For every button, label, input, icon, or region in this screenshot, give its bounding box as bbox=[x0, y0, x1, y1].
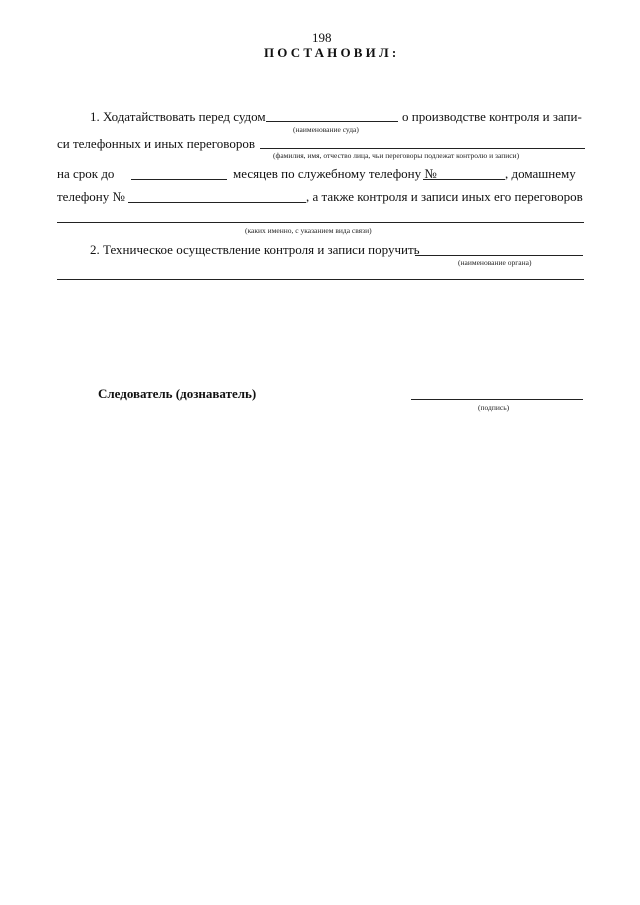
term-field[interactable] bbox=[131, 179, 227, 180]
which-caption: (каких именно, с указанием вида связи) bbox=[245, 226, 372, 235]
phone-prefix: телефону № bbox=[57, 189, 125, 204]
item1-after-court: о производстве контроля и запи- bbox=[402, 109, 582, 124]
also-control-text: , а также контроля и записи иных его переговоров bbox=[306, 189, 583, 204]
court-caption: (наименование суда) bbox=[293, 125, 359, 134]
signature-caption: (подпись) bbox=[478, 403, 510, 412]
page-number: 198 bbox=[312, 30, 332, 45]
which-negotiations-field[interactable] bbox=[57, 222, 584, 223]
org-name-field-continued[interactable] bbox=[57, 279, 584, 280]
org-caption: (наименование органа) bbox=[458, 258, 532, 267]
signature-role: Следователь (дознаватель) bbox=[98, 386, 257, 401]
term-prefix: на срок до bbox=[57, 166, 115, 181]
work-phone-field[interactable] bbox=[423, 179, 505, 180]
court-name-field[interactable] bbox=[266, 121, 398, 122]
person-caption: (фамилия, имя, отчество лица, чьи переговоры подлежат контролю и записи) bbox=[273, 151, 520, 160]
home-phone-field[interactable] bbox=[128, 202, 306, 203]
org-name-field[interactable] bbox=[415, 255, 583, 256]
home-phone-label: , домашнему bbox=[505, 166, 576, 181]
item1-lead: 1. Ходатайствовать перед судом bbox=[90, 109, 266, 124]
signature-field[interactable] bbox=[411, 399, 583, 400]
item1-line2-lead: си телефонных и иных переговоров bbox=[57, 136, 255, 151]
page-heading: ПОСТАНОВИЛ: bbox=[264, 45, 400, 60]
term-suffix: месяцев по служебному телефону № bbox=[233, 166, 437, 181]
item2-lead: 2. Техническое осуществление контроля и записи поручить bbox=[90, 242, 420, 257]
person-name-field[interactable] bbox=[260, 148, 585, 149]
